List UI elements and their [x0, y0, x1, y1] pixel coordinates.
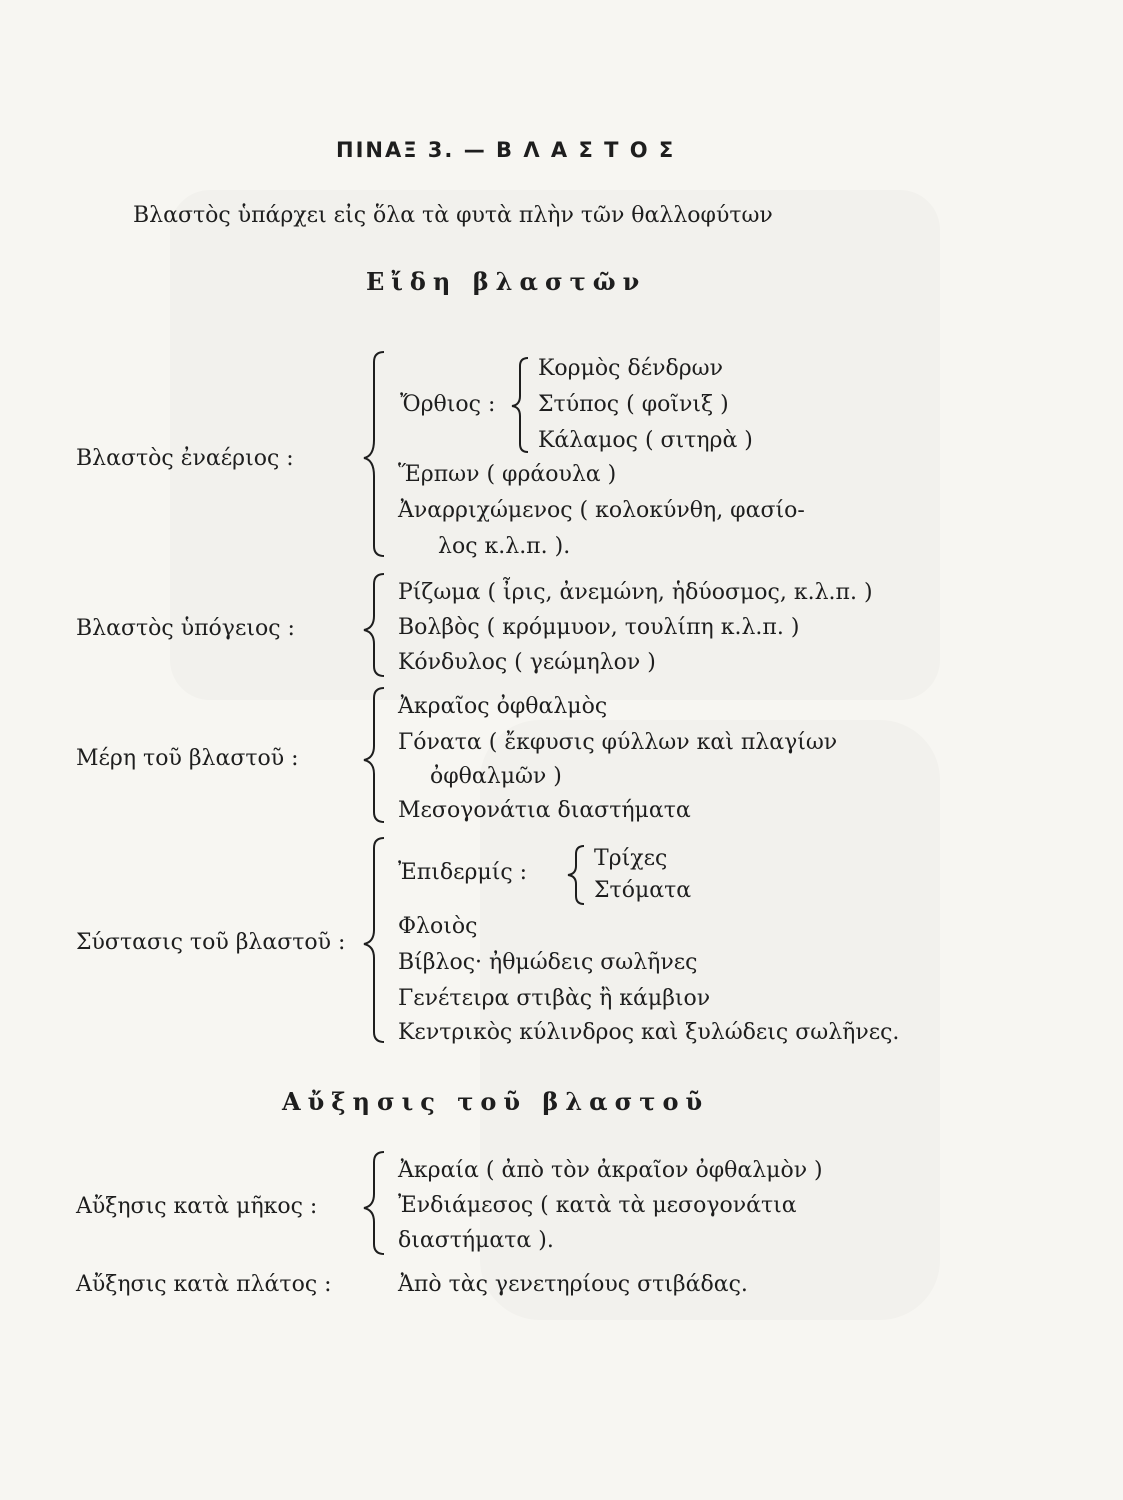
brace-structure — [364, 838, 384, 1042]
section-heading-growth: Αὔξησις τοῦ βλαστοῦ — [282, 1087, 710, 1116]
brace-growth-length — [364, 1152, 384, 1254]
epidermis-item: Στόματα — [594, 878, 692, 903]
structure-item: Κεντρικὸς κύλινδρος καὶ ξυλώδεις σωλῆνες. — [398, 1020, 900, 1045]
aerial-item-anarrich-cont: λος κ.λ.π. ). — [438, 534, 571, 559]
orthios-item: Κάλαμος ( σιτηρὰ ) — [538, 428, 753, 453]
growth-length-item-cont: διαστήματα ). — [398, 1228, 554, 1253]
brace-aerial — [364, 352, 384, 556]
brace-underground — [364, 574, 384, 676]
label-aerial-stem: Βλαστὸς ἐναέριος : — [76, 446, 294, 471]
growth-length-item: Ἀκραία ( ἀπὸ τὸν ἀκραῖον ὀφθαλμὸν ) — [398, 1158, 823, 1183]
structure-item: Βίβλος· ἠθμώδεις σωλῆνες — [398, 950, 698, 975]
growth-width-value: Ἀπὸ τὰς γενετηρίους στιβάδας. — [398, 1272, 748, 1297]
label-epidermis: Ἐπιδερμίς : — [398, 860, 528, 885]
underground-item: Κόνδυλος ( γεώμηλον ) — [398, 650, 656, 675]
underground-item: Βολβὸς ( κρόμμυον, τουλίπη κ.λ.π. ) — [398, 615, 800, 640]
structure-item: Φλοιὸς — [398, 914, 478, 939]
orthios-item: Στύπος ( φοῖνιξ ) — [538, 392, 729, 417]
structure-item: Γενέτειρα στιβὰς ἢ κάμβιον — [398, 986, 711, 1011]
brace-orthios — [512, 358, 528, 452]
label-stem-structure: Σύστασις τοῦ βλαστοῦ : — [76, 930, 346, 955]
aerial-item-erpon: Ἕρπων ( φράουλα ) — [398, 462, 617, 487]
brace-epidermis — [568, 846, 584, 904]
parts-item: Γόνατα ( ἔκφυσις φύλλων καὶ πλαγίων — [398, 730, 838, 755]
epidermis-item: Τρίχες — [594, 846, 668, 871]
intro-text: Βλαστὸς ὑπάρχει εἰς ὅλα τὰ φυτὰ πλὴν τῶν θαλλοφύτων — [133, 203, 773, 228]
growth-length-item: Ἐνδιάμεσος ( κατὰ τὰ μεσογονάτια — [398, 1193, 797, 1218]
page-title: ΠΙΝΑΞ 3. — Β Λ Α Σ Τ Ο Σ — [336, 138, 676, 162]
label-growth-length: Αὔξησις κατὰ μῆκος : — [76, 1194, 318, 1219]
label-stem-parts: Μέρη τοῦ βλαστοῦ : — [76, 746, 299, 771]
underground-item: Ρίζωμα ( ἶρις, ἀνεμώνη, ἡδύοσμος, κ.λ.π. ) — [398, 580, 873, 605]
parts-item-cont: ὀφθαλμῶν ) — [430, 764, 562, 789]
label-growth-width: Αὔξησις κατὰ πλάτος : — [76, 1272, 332, 1297]
label-orthios: Ὄρθιος : — [400, 392, 496, 417]
parts-item: Ἀκραῖος ὀφθαλμὸς — [398, 694, 608, 719]
brace-parts — [364, 688, 384, 822]
aerial-item-anarrich: Ἀναρριχώμενος ( κολοκύνθη, φασίο- — [398, 498, 805, 523]
section-heading-types: Εἴδη βλαστῶν — [366, 267, 647, 296]
parts-item: Μεσογονάτια διαστήματα — [398, 798, 691, 823]
label-underground-stem: Βλαστὸς ὑπόγειος : — [76, 616, 295, 641]
orthios-item: Κορμὸς δένδρων — [538, 356, 723, 381]
